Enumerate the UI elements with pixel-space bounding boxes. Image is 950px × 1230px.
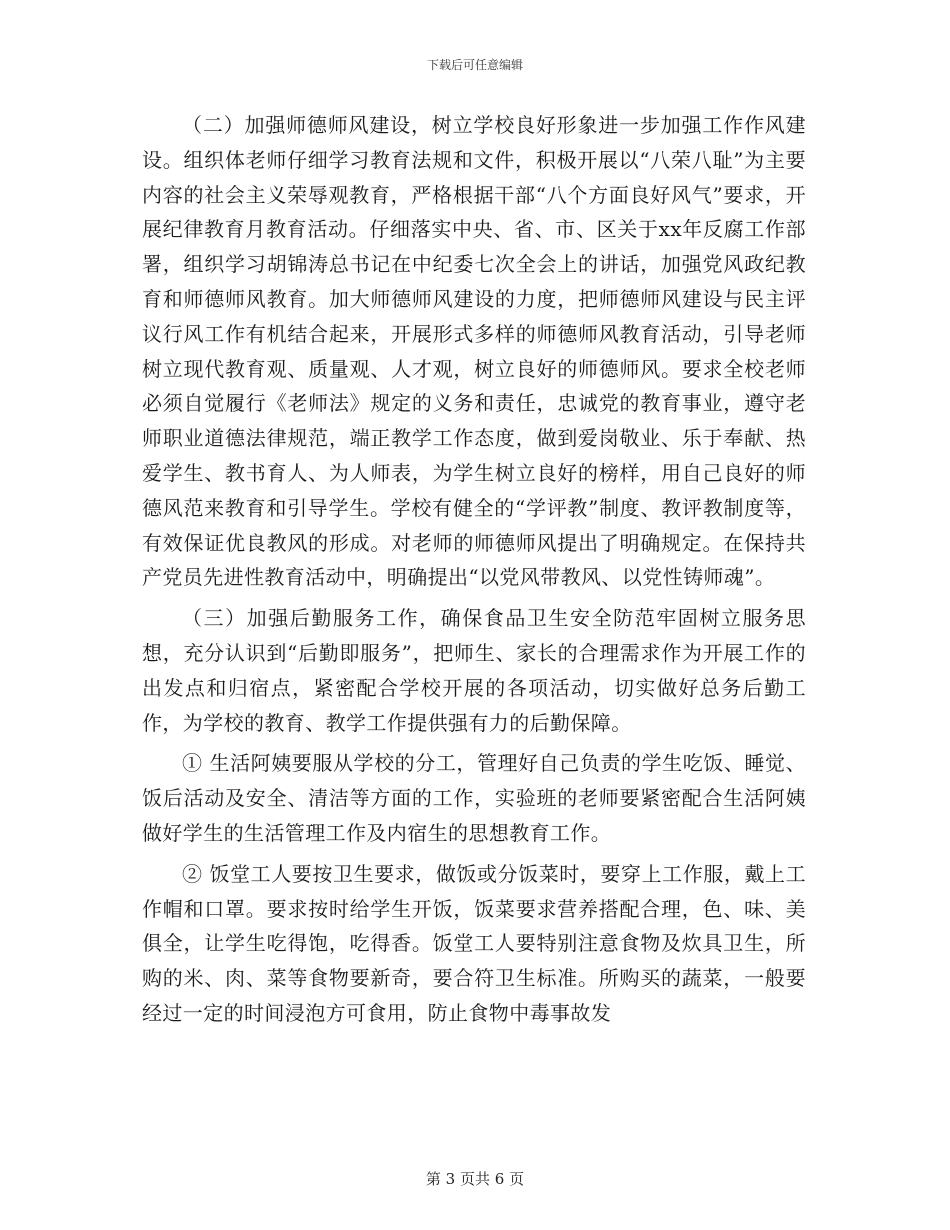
document-body bbox=[142, 108, 806, 1037]
paragraph-teacher-ethics: （二）加强师德师风建设，树立学校良好形象进一步加强工作作风建设。组织体老师仔细学习教育法规和文件，积极开展以“八荣八耻”为主要内容的社会主义荣辱观教育，严格根据干部“八个方面良好风气”要求，开展纪律教育月教育活动。仔细落实中央、省、市、区关于xx年反腐工作部署，组织学习胡锦涛总书记在中纪委七次全会上的讲话，加强党风政纪教育和师德师风教育。加大师德师风建设的力度，把师德师风建设与民主评议行风工作有机结合起来，开展形式多样的师德师风教育活动，引导老师树立现代教育观、质量观、人才观，树立良好的师德师风。要求全校老师必须自觉履行《老师法》规定的义务和责任，忠诚党的教育事业，遵守老师职业道德法律规范，端正教学工作态度，做到爱岗敬业、乐于奉献、热爱学生、教书育人、为人师表，为学生树立良好的榜样，用自己良好的师德风范来教育和引导学生。学校有健全的“学评教”制度、教评教制度等，有效保证优良教风的形成。对老师的师德师风提出了明确规定。在保持共产党员先进性教育活动中，明确提出“以党风带教风、以党性铸师魂”。 bbox=[142, 113, 806, 590]
paragraph-canteen-workers: ② 饭堂工人要按卫生要求，做饭或分饭菜时，要穿上工作服，戴上工作帽和口罩。要求按时给学生开饭，饭菜要求营养搭配合理，色、味、美俱全，让学生吃得饱，吃得香。饭堂工人要特别注意食物及炊具卫生，所购的米、肉、菜等食物要新奇，要合符卫生标准。所购买的蔬菜，一般要经过一定的时间浸泡方可食用，防止食物中毒事故发 bbox=[142, 861, 806, 1025]
paragraph-dormitory-staff: ① 生活阿姨要服从学校的分工，管理好自己负责的学生吃饭、睡觉、饭后活动及安全、清洁等方面的工作，实验班的老师要紧密配合生活阿姨做好学生的生活管理工作及内宿生的思想教育工作。 bbox=[142, 751, 806, 845]
page-number: 第 3 页共 6 页 bbox=[425, 1170, 525, 1188]
page-header: 下载后可任意编辑 bbox=[426, 58, 523, 72]
paragraph-logistics-service: （三）加强后勤服务工作，确保食品卫生安全防范牢固树立服务思想，充分认识到“后勤即服务”，把师生、家长的合理需求作为开展工作的出发点和归宿点，紧密配合学校开展的各项活动，切实做好总务后勤工作，为学校的教育、教学工作提供强有力的后勤保障。 bbox=[142, 606, 806, 735]
